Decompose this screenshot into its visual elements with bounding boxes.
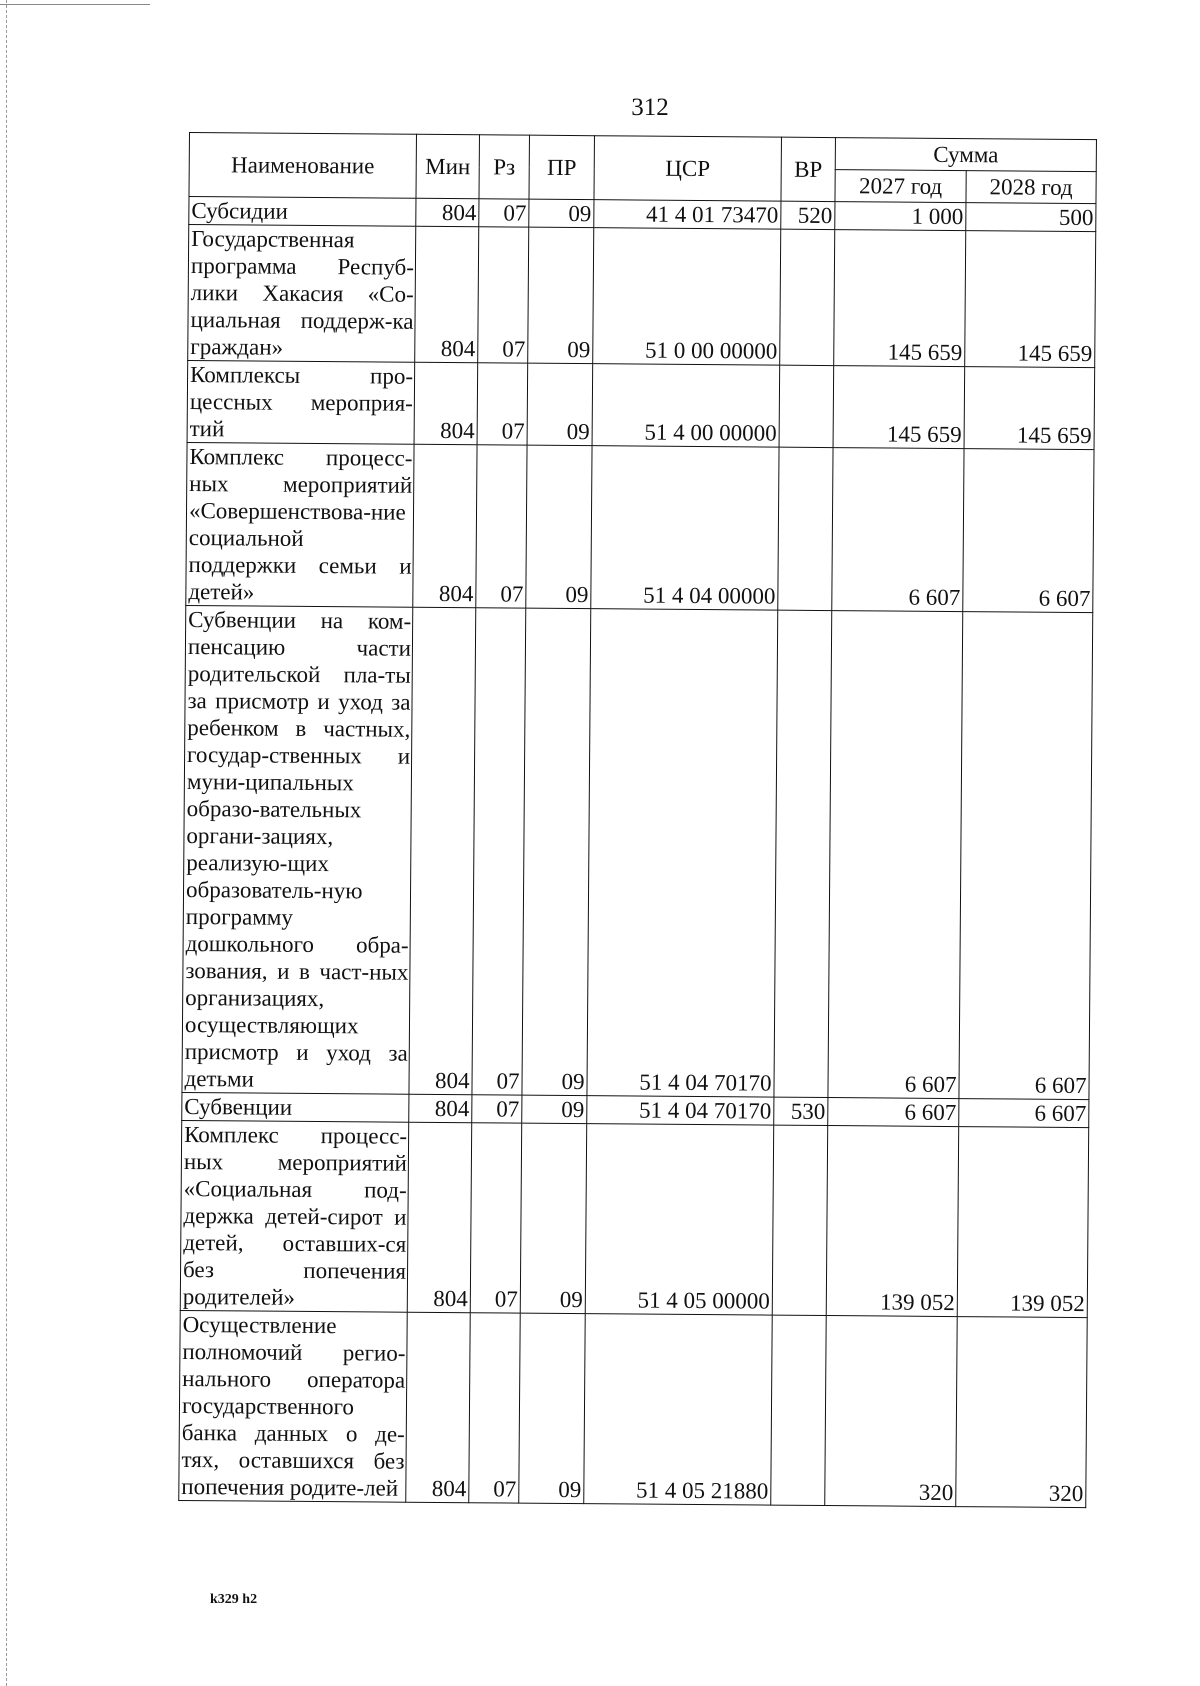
row-min: 804 <box>406 1312 470 1502</box>
row-vr <box>778 447 833 610</box>
row-sum-2028: 6 607 <box>959 1099 1089 1128</box>
row-sum-2027: 1 000 <box>835 202 966 231</box>
row-sum-2027: 139 052 <box>826 1126 958 1317</box>
row-vr: 520 <box>781 201 835 229</box>
row-min: 804 <box>413 444 477 607</box>
row-csr: 51 4 00 00000 <box>592 364 780 447</box>
header-pr: ПР <box>529 135 595 200</box>
table-row <box>186 442 1094 612</box>
row-vr <box>772 1125 827 1315</box>
row-name: Государственная программа Респуб-лики Хакасия «Со-циальная поддерж-ка граждан» <box>188 225 416 363</box>
row-sum-2028: 139 052 <box>957 1127 1089 1318</box>
row-pr: 09 <box>527 363 593 446</box>
header-vr: ВР <box>781 137 836 201</box>
row-csr: 51 4 05 21880 <box>584 1314 772 1505</box>
row-name: Осуществление полномочий регио-нального оператора государственного банка данных о де-тях, оставшихся без попечения родите-лей <box>179 1310 407 1502</box>
row-pr: 09 <box>520 1123 586 1314</box>
row-min: 804 <box>415 226 479 362</box>
table-row <box>188 225 1096 368</box>
row-min: 804 <box>416 198 479 226</box>
row-min: 804 <box>414 362 478 444</box>
row-csr: 41 4 01 73470 <box>594 200 781 229</box>
table-row <box>187 360 1095 449</box>
header-rz: Рз <box>479 135 530 199</box>
row-rz: 07 <box>472 608 526 1095</box>
row-sum-2028: 145 659 <box>965 231 1096 368</box>
row-pr: 09 <box>519 1313 585 1504</box>
row-sum-2027: 320 <box>825 1316 957 1507</box>
row-sum-2028: 500 <box>966 203 1096 232</box>
row-sum-2027: 6 607 <box>828 611 963 1099</box>
row-min: 804 <box>407 1122 471 1312</box>
header-name: Наименование <box>189 133 416 199</box>
header-min: Мин <box>416 134 480 198</box>
row-sum-2027: 6 607 <box>828 1098 959 1127</box>
row-csr: 51 0 00 00000 <box>593 228 781 365</box>
budget-table <box>178 132 1097 1508</box>
row-sum-2027: 6 607 <box>832 448 964 612</box>
row-rz: 07 <box>478 227 529 363</box>
row-sum-2027: 145 659 <box>834 230 966 367</box>
row-rz: 07 <box>472 1095 522 1123</box>
row-csr: 51 4 04 00000 <box>591 446 779 610</box>
row-min: 804 <box>409 607 476 1094</box>
scan-top-mark <box>0 4 150 5</box>
row-vr <box>771 1315 826 1505</box>
row-vr <box>780 229 835 365</box>
row-name: Комплекс процесс-ных мероприятий «Социальная под-держка детей-сирот и детей, оставших-ся без попечения родителей» <box>180 1120 408 1312</box>
row-rz: 07 <box>479 199 529 227</box>
row-pr: 09 <box>529 199 594 228</box>
row-rz: 07 <box>470 1123 521 1313</box>
table-body <box>179 197 1096 1508</box>
row-csr: 51 4 04 70170 <box>587 1096 774 1125</box>
row-name: Комплекс процесс-ных мероприятий «Совершенствова-ние социальной поддержки семьи и детей» <box>186 442 414 607</box>
row-sum-2028: 145 659 <box>964 367 1095 450</box>
header-year-2027: 2027 год <box>835 170 966 203</box>
table-header <box>189 133 1096 204</box>
row-sum-2028: 6 607 <box>963 449 1094 613</box>
row-sum-2027: 145 659 <box>833 366 965 449</box>
footer-code: k329 h2 <box>210 1592 258 1607</box>
table-row <box>180 1120 1088 1317</box>
row-min: 804 <box>409 1094 472 1122</box>
table-row <box>179 1310 1087 1507</box>
row-name: Субвенции <box>182 1092 409 1122</box>
row-csr: 51 4 05 00000 <box>585 1124 773 1315</box>
page-number: 312 <box>631 94 669 121</box>
table-row <box>182 605 1093 1099</box>
row-sum-2028: 320 <box>956 1317 1088 1508</box>
row-rz: 07 <box>476 445 527 608</box>
row-pr: 09 <box>528 227 594 364</box>
row-sum-2028: 6 607 <box>959 612 1093 1100</box>
row-csr: 51 4 04 70170 <box>587 609 778 1097</box>
row-name: Субсидии <box>189 197 416 227</box>
row-vr <box>774 610 832 1097</box>
row-vr <box>779 365 834 447</box>
row-rz: 07 <box>469 1313 520 1503</box>
row-rz: 07 <box>477 363 528 445</box>
row-pr: 09 <box>522 1095 587 1124</box>
header-year-2028: 2028 год <box>966 171 1096 204</box>
row-name: Комплексы про-цессных мероприя-тий <box>187 360 415 444</box>
header-sum: Сумма <box>835 138 1096 172</box>
scan-left-edge <box>6 0 7 1686</box>
row-name: Субвенции на ком-пенсацию части родительской пла-ты за присмотр и уход за ребенком в частных, государ-ственных и муни-ципальных образо-вательных органи-зациях, реализую-щих образователь-ную программу дошкольного обра-зования, и в част-ных организациях, осуществляющих присмотр и уход за детьми <box>182 605 413 1094</box>
row-pr: 09 <box>522 608 591 1095</box>
row-pr: 09 <box>526 445 592 609</box>
row-vr: 530 <box>774 1097 828 1125</box>
header-csr: ЦСР <box>594 136 781 201</box>
